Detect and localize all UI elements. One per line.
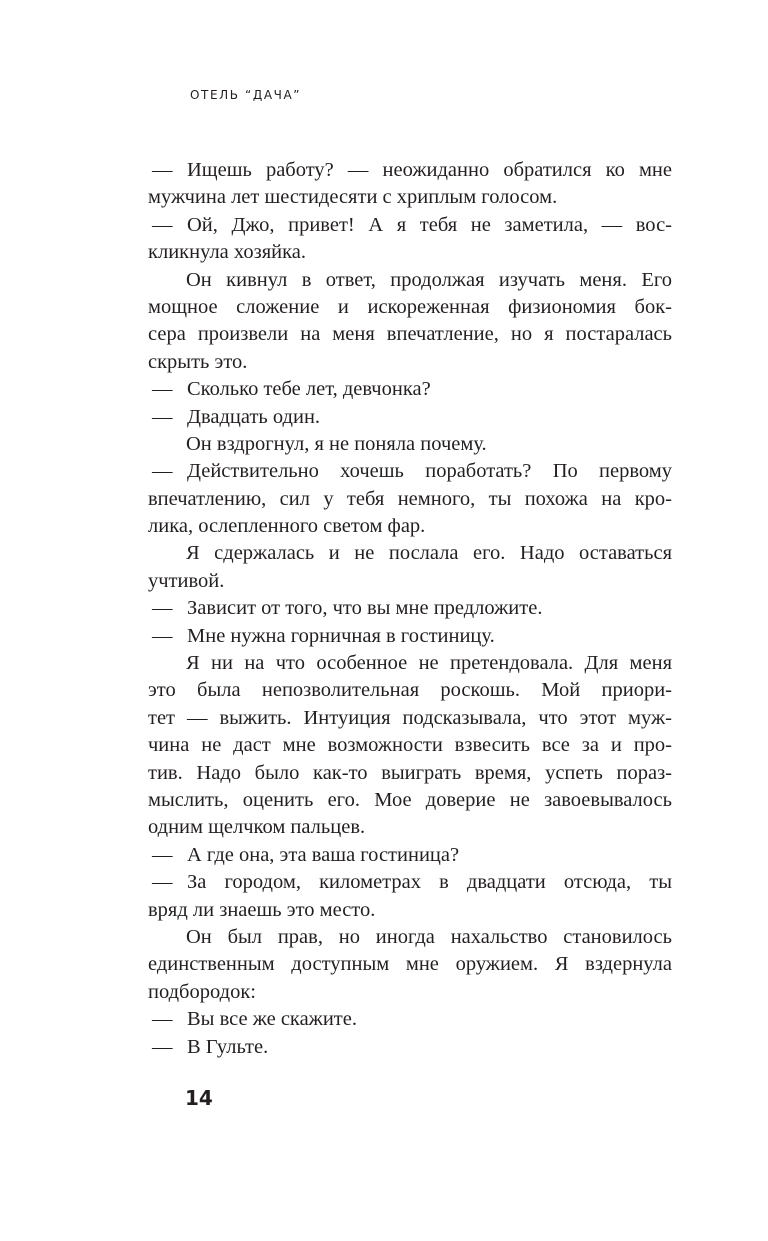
text-line: Он вздрогнул, я не поняла почему. [186,432,487,455]
text-line [148,595,672,622]
paragraph [148,540,672,595]
dialogue-dash: — [152,1008,173,1031]
text-line [148,869,672,896]
text-line: мощное сложение и искореженная физиономия бок- [148,295,672,318]
text-line: это была непозволительная роскошь. Мой приори- [148,679,672,702]
dialogue-dash: — [152,460,173,483]
text-line [148,157,672,184]
text-line: подбородок: [148,980,256,1003]
text-line: мыслить, оценить его. Мое доверие не завоевывалось [148,788,672,811]
line-text: Двадцать один. [187,405,321,428]
text-line [148,1006,672,1033]
paragraph [148,267,672,377]
text-line: Он кивнул в ответ, продолжая изучать меня. Его [186,268,672,291]
line-text: Мне нужна горничная в гостиницу. [187,624,495,647]
paragraph [148,924,672,1006]
paragraph [148,157,672,212]
text-line: Он был прав, но иногда нахальство становилось [186,925,672,948]
line-text: Зависит от того, что вы мне предложите. [187,597,543,620]
paragraph [148,650,672,842]
line-text: Вы все же скажите. [187,1008,357,1031]
text-line [148,623,672,650]
paragraph [148,212,672,267]
dialogue-dash: — [152,378,173,401]
text-line: Я ни на что особенное не претендовала. Для меня [186,652,672,675]
line-text: Ой, Джо, привет! А я тебя не заметила, — вос- [187,213,672,236]
text-line: сера произвели на меня впечатление, но я постаралась [148,323,672,346]
text-line [148,404,672,431]
page-number: 14 [185,1086,213,1110]
body-text [148,157,672,1061]
text-line [148,376,672,403]
text-line: тет — выжить. Интуиция подсказывала, что этот муж- [148,706,672,729]
dialogue-dash: — [152,597,173,620]
line-text: Действительно хочешь поработать? По первому [187,460,672,483]
text-line: вряд ли знаешь это место. [148,898,376,921]
dialogue-dash: — [152,871,173,894]
text-line: чина не даст мне возможности взвесить все за и про- [148,734,672,757]
running-header: ОТЕЛЬ “ДАЧА” [190,88,302,102]
text-line: впечатлению, сил у тебя немного, ты похожа на кро- [148,487,672,510]
paragraph [148,869,672,924]
text-line [148,842,672,869]
text-line [148,1034,672,1061]
dialogue-dash: — [152,159,173,181]
line-text: А где она, эта ваша гостиница? [187,843,460,866]
line-text: Сколько тебе лет, девчонка? [187,378,431,401]
paragraph [148,1034,672,1061]
text-line [148,212,672,239]
text-line: кликнула хозяйка. [148,241,306,264]
dialogue-dash: — [152,1035,173,1058]
paragraph [148,376,672,403]
text-line [148,458,672,485]
dialogue-dash: — [152,624,173,647]
dialogue-dash: — [152,213,173,236]
text-line: единственным доступным мне оружием. Я вздернула [148,953,672,976]
paragraph [148,595,672,622]
text-line: учтивой. [148,569,225,592]
line-text: Ищешь работу? — неожиданно обратился ко мне [187,159,672,181]
paragraph [148,842,672,869]
line-text: В Гульте. [187,1035,269,1058]
paragraph [148,431,672,458]
paragraph [148,623,672,650]
text-line: одним щелчком пальцев. [148,816,366,839]
text-line: скрыть это. [148,350,248,373]
paragraph [148,404,672,431]
text-line: лика, ослепленного светом фар. [148,515,426,538]
text-line: Я сдержалась и не послала его. Надо оставаться [186,542,672,565]
text-line: мужчина лет шестидесяти с хриплым голосом. [148,186,558,209]
text-line: тив. Надо было как-то выиграть время, успеть пораз- [148,761,672,784]
paragraph [148,1006,672,1033]
dialogue-dash: — [152,405,173,428]
paragraph [148,458,672,540]
line-text: За городом, километрах в двадцати отсюда, ты [187,871,672,894]
dialogue-dash: — [152,843,173,866]
